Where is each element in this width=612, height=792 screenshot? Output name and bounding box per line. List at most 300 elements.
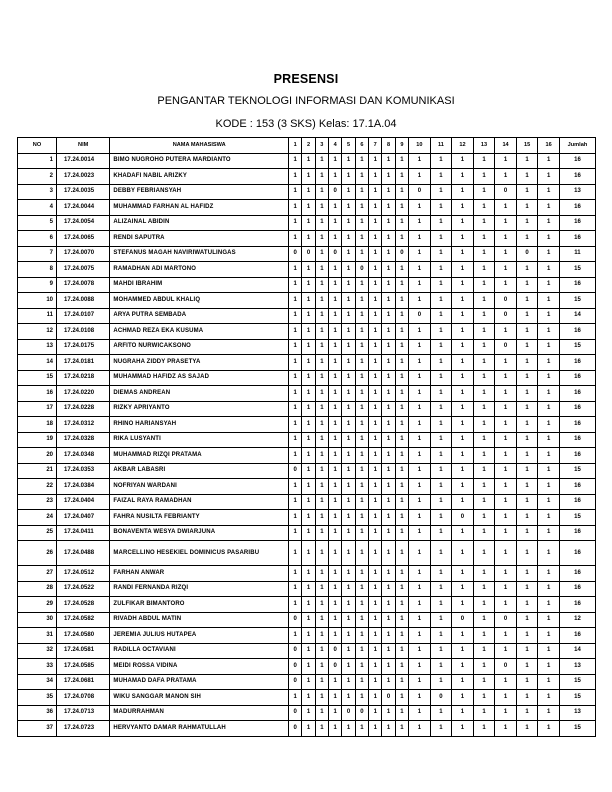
attendance-cell: 1 (315, 690, 328, 706)
table-row (18, 705, 596, 721)
attendance-cell: 1 (289, 566, 302, 582)
attendance-cell: 1 (516, 463, 538, 479)
attendance-cell: 1 (452, 169, 474, 185)
header-session: 13 (473, 138, 495, 154)
attendance-cell: 1 (342, 200, 355, 216)
attendance-cell: 1 (302, 597, 315, 613)
attendance-cell: 1 (329, 355, 342, 371)
row-number: 1 (18, 153, 57, 169)
attendance-cell: 1 (329, 231, 342, 247)
attendance-cell: 1 (369, 215, 382, 231)
attendance-cell: 1 (302, 541, 315, 566)
attendance-cell: 1 (302, 705, 315, 721)
table-row (18, 355, 596, 371)
row-number: 7 (18, 246, 57, 262)
attendance-cell: 1 (382, 246, 395, 262)
attendance-cell: 1 (516, 479, 538, 495)
attendance-cell: 1 (409, 690, 431, 706)
attendance-cell: 1 (329, 448, 342, 464)
row-number: 23 (18, 494, 57, 510)
attendance-total: 15 (559, 463, 595, 479)
attendance-cell: 1 (315, 262, 328, 278)
student-name: HERVYANTO DAMAR RAHMATULLAH (110, 721, 289, 737)
attendance-cell: 1 (342, 581, 355, 597)
attendance-cell: 1 (452, 215, 474, 231)
row-number: 27 (18, 566, 57, 582)
attendance-cell: 1 (289, 386, 302, 402)
attendance-cell: 1 (355, 674, 368, 690)
attendance-cell: 1 (495, 690, 517, 706)
student-nim: 17.24.0228 (57, 401, 110, 417)
attendance-cell: 1 (369, 566, 382, 582)
header-session: 14 (495, 138, 517, 154)
table-row (18, 215, 596, 231)
table-row (18, 690, 596, 706)
student-nim: 17.24.0580 (57, 628, 110, 644)
attendance-cell: 1 (395, 541, 408, 566)
attendance-cell: 1 (329, 339, 342, 355)
attendance-cell: 1 (395, 184, 408, 200)
attendance-cell: 1 (289, 339, 302, 355)
attendance-cell: 1 (538, 628, 560, 644)
attendance-cell: 0 (329, 643, 342, 659)
attendance-cell: 1 (516, 628, 538, 644)
attendance-cell: 1 (473, 293, 495, 309)
row-number: 21 (18, 463, 57, 479)
attendance-cell: 1 (538, 479, 560, 495)
attendance-total: 14 (559, 643, 595, 659)
attendance-total: 16 (559, 581, 595, 597)
attendance-cell: 0 (329, 184, 342, 200)
attendance-cell: 0 (395, 246, 408, 262)
attendance-cell: 1 (452, 721, 474, 737)
attendance-cell: 1 (516, 581, 538, 597)
attendance-cell: 1 (355, 293, 368, 309)
row-number: 31 (18, 628, 57, 644)
attendance-cell: 1 (395, 153, 408, 169)
attendance-cell: 1 (430, 432, 452, 448)
student-name: FAIZAL RAYA RAMADHAN (110, 494, 289, 510)
attendance-cell: 1 (315, 525, 328, 541)
attendance-cell: 1 (495, 370, 517, 386)
table-row (18, 169, 596, 185)
attendance-cell: 1 (369, 510, 382, 526)
attendance-cell: 1 (329, 277, 342, 293)
attendance-cell: 1 (382, 417, 395, 433)
attendance-cell: 1 (473, 541, 495, 566)
attendance-total: 16 (559, 494, 595, 510)
attendance-cell: 1 (473, 494, 495, 510)
attendance-cell: 1 (495, 566, 517, 582)
attendance-cell: 1 (516, 705, 538, 721)
attendance-cell: 1 (430, 293, 452, 309)
attendance-cell: 1 (473, 463, 495, 479)
attendance-cell: 1 (382, 153, 395, 169)
attendance-cell: 1 (409, 705, 431, 721)
table-row (18, 721, 596, 737)
attendance-total: 16 (559, 215, 595, 231)
attendance-cell: 1 (409, 246, 431, 262)
attendance-cell: 1 (329, 153, 342, 169)
student-name: RIZKY APRIYANTO (110, 401, 289, 417)
attendance-cell: 1 (409, 386, 431, 402)
table-row (18, 448, 596, 464)
attendance-total: 13 (559, 705, 595, 721)
attendance-cell: 0 (355, 262, 368, 278)
attendance-cell: 1 (355, 308, 368, 324)
attendance-cell: 1 (382, 597, 395, 613)
attendance-cell: 1 (473, 612, 495, 628)
attendance-cell: 1 (355, 401, 368, 417)
attendance-total: 16 (559, 566, 595, 582)
attendance-cell: 1 (315, 293, 328, 309)
attendance-cell: 1 (382, 448, 395, 464)
attendance-cell: 1 (430, 721, 452, 737)
table-row (18, 510, 596, 526)
attendance-cell: 1 (315, 184, 328, 200)
attendance-cell: 1 (315, 659, 328, 675)
student-name: MARCELLINO HESEKIEL DOMINICUS PASARIBU (110, 541, 289, 566)
row-number: 8 (18, 262, 57, 278)
attendance-cell: 1 (473, 525, 495, 541)
row-number: 19 (18, 432, 57, 448)
header-session: 4 (329, 138, 342, 154)
attendance-cell: 1 (495, 674, 517, 690)
attendance-cell: 1 (302, 231, 315, 247)
attendance-cell: 1 (369, 494, 382, 510)
attendance-cell: 1 (355, 581, 368, 597)
attendance-cell: 1 (329, 510, 342, 526)
attendance-cell: 1 (409, 200, 431, 216)
student-nim: 17.24.0681 (57, 674, 110, 690)
attendance-cell: 1 (382, 324, 395, 340)
attendance-cell: 1 (409, 463, 431, 479)
student-name: BONAVENTA WESYA DWIARJUNA (110, 525, 289, 541)
attendance-cell: 1 (289, 262, 302, 278)
attendance-cell: 1 (369, 628, 382, 644)
row-number: 36 (18, 705, 57, 721)
attendance-cell: 1 (315, 355, 328, 371)
attendance-cell: 1 (473, 479, 495, 495)
attendance-cell: 1 (538, 510, 560, 526)
student-nim: 17.24.0218 (57, 370, 110, 386)
attendance-cell: 1 (382, 581, 395, 597)
attendance-cell: 1 (538, 597, 560, 613)
attendance-cell: 1 (342, 169, 355, 185)
attendance-total: 13 (559, 184, 595, 200)
student-nim: 17.24.0582 (57, 612, 110, 628)
student-name: KHADAFI NABIL ARIZKY (110, 169, 289, 185)
attendance-cell: 1 (342, 153, 355, 169)
table-row (18, 324, 596, 340)
attendance-cell: 1 (473, 643, 495, 659)
attendance-cell: 1 (409, 370, 431, 386)
attendance-cell: 1 (430, 339, 452, 355)
attendance-cell: 1 (342, 463, 355, 479)
student-name: RADILLA OCTAVIANI (110, 643, 289, 659)
attendance-cell: 0 (516, 246, 538, 262)
attendance-cell: 1 (302, 612, 315, 628)
header-session: 15 (516, 138, 538, 154)
attendance-cell: 1 (302, 153, 315, 169)
student-nim: 17.24.0181 (57, 355, 110, 371)
attendance-cell: 1 (452, 541, 474, 566)
attendance-cell: 0 (452, 510, 474, 526)
attendance-cell: 1 (355, 628, 368, 644)
attendance-cell: 0 (495, 184, 517, 200)
attendance-total: 16 (559, 200, 595, 216)
attendance-cell: 1 (538, 324, 560, 340)
attendance-cell: 1 (473, 355, 495, 371)
row-number: 28 (18, 581, 57, 597)
student-nim: 17.24.0220 (57, 386, 110, 402)
attendance-cell: 1 (395, 643, 408, 659)
attendance-cell: 0 (329, 246, 342, 262)
attendance-cell: 1 (302, 293, 315, 309)
row-number: 24 (18, 510, 57, 526)
attendance-cell: 1 (452, 324, 474, 340)
attendance-cell: 1 (329, 690, 342, 706)
attendance-cell: 1 (369, 370, 382, 386)
attendance-cell: 1 (302, 566, 315, 582)
attendance-cell: 1 (289, 324, 302, 340)
attendance-cell: 1 (516, 184, 538, 200)
attendance-cell: 1 (452, 463, 474, 479)
student-name: STEFANUS MAGAH NAVIRIWATULINGAS (110, 246, 289, 262)
attendance-cell: 1 (382, 386, 395, 402)
attendance-cell: 0 (289, 721, 302, 737)
attendance-cell: 1 (516, 525, 538, 541)
attendance-cell: 1 (302, 510, 315, 526)
attendance-cell: 1 (395, 721, 408, 737)
attendance-cell: 1 (538, 643, 560, 659)
attendance-cell: 1 (516, 262, 538, 278)
attendance-cell: 1 (538, 417, 560, 433)
attendance-cell: 1 (302, 386, 315, 402)
attendance-cell: 0 (430, 690, 452, 706)
student-nim: 17.24.0070 (57, 246, 110, 262)
attendance-total: 16 (559, 386, 595, 402)
table-row (18, 262, 596, 278)
attendance-cell: 1 (289, 581, 302, 597)
attendance-cell: 1 (395, 432, 408, 448)
table-row (18, 674, 596, 690)
attendance-cell: 1 (382, 262, 395, 278)
attendance-cell: 1 (342, 246, 355, 262)
attendance-cell: 1 (452, 432, 474, 448)
attendance-cell: 1 (473, 659, 495, 675)
attendance-cell: 1 (409, 448, 431, 464)
attendance-cell: 1 (382, 277, 395, 293)
attendance-cell: 1 (302, 339, 315, 355)
attendance-cell: 1 (452, 479, 474, 495)
attendance-cell: 1 (473, 246, 495, 262)
attendance-cell: 1 (355, 246, 368, 262)
attendance-cell: 1 (409, 355, 431, 371)
attendance-cell: 1 (355, 277, 368, 293)
attendance-cell: 1 (382, 612, 395, 628)
attendance-cell: 1 (369, 246, 382, 262)
attendance-cell: 1 (538, 200, 560, 216)
attendance-cell: 1 (395, 308, 408, 324)
attendance-cell: 1 (409, 324, 431, 340)
attendance-cell: 1 (430, 308, 452, 324)
student-name: ARYA PUTRA SEMBADA (110, 308, 289, 324)
attendance-cell: 1 (538, 277, 560, 293)
attendance-cell: 1 (302, 494, 315, 510)
student-nim: 17.24.0411 (57, 525, 110, 541)
attendance-cell: 1 (329, 293, 342, 309)
header-nim: NIM (57, 138, 110, 154)
attendance-cell: 1 (409, 293, 431, 309)
attendance-cell: 1 (516, 448, 538, 464)
attendance-cell: 1 (473, 215, 495, 231)
attendance-cell: 1 (516, 153, 538, 169)
attendance-cell: 1 (289, 510, 302, 526)
attendance-cell: 0 (342, 705, 355, 721)
student-name: JEREMIA JULIUS HUTAPEA (110, 628, 289, 644)
attendance-cell: 1 (538, 370, 560, 386)
attendance-cell: 1 (452, 355, 474, 371)
attendance-cell: 1 (302, 184, 315, 200)
student-name: ARFITO NURWICAKSONO (110, 339, 289, 355)
attendance-cell: 1 (409, 566, 431, 582)
attendance-cell: 1 (382, 510, 395, 526)
student-name: MADURRAHMAN (110, 705, 289, 721)
student-name: RIKA LUSYANTI (110, 432, 289, 448)
attendance-cell: 1 (382, 479, 395, 495)
attendance-cell: 0 (495, 339, 517, 355)
attendance-cell: 1 (538, 401, 560, 417)
attendance-cell: 1 (409, 510, 431, 526)
attendance-cell: 1 (315, 463, 328, 479)
attendance-cell: 1 (289, 541, 302, 566)
attendance-cell: 1 (516, 386, 538, 402)
attendance-cell: 1 (315, 566, 328, 582)
attendance-cell: 1 (369, 597, 382, 613)
attendance-cell: 1 (302, 721, 315, 737)
attendance-total: 16 (559, 169, 595, 185)
attendance-cell: 1 (495, 510, 517, 526)
attendance-cell: 1 (289, 355, 302, 371)
attendance-cell: 1 (409, 262, 431, 278)
attendance-cell: 1 (473, 153, 495, 169)
row-number: 13 (18, 339, 57, 355)
attendance-cell: 1 (315, 401, 328, 417)
attendance-cell: 1 (430, 541, 452, 566)
attendance-cell: 1 (409, 612, 431, 628)
attendance-cell: 1 (395, 417, 408, 433)
attendance-cell: 1 (369, 386, 382, 402)
table-row (18, 597, 596, 613)
table-row (18, 246, 596, 262)
attendance-cell: 1 (355, 215, 368, 231)
attendance-cell: 1 (409, 525, 431, 541)
attendance-cell: 1 (289, 690, 302, 706)
attendance-cell: 1 (382, 659, 395, 675)
attendance-cell: 1 (473, 510, 495, 526)
row-number: 22 (18, 479, 57, 495)
attendance-cell: 1 (409, 597, 431, 613)
student-name: BIMO NUGROHO PUTERA MARDIANTO (110, 153, 289, 169)
attendance-total: 16 (559, 448, 595, 464)
attendance-cell: 1 (315, 541, 328, 566)
attendance-cell: 1 (516, 612, 538, 628)
course-code-line: KODE : 153 (3 SKS) Kelas: 17.1A.04 (215, 118, 397, 130)
attendance-cell: 1 (516, 169, 538, 185)
attendance-cell: 1 (329, 308, 342, 324)
row-number: 29 (18, 597, 57, 613)
attendance-cell: 1 (289, 169, 302, 185)
attendance-cell: 1 (315, 581, 328, 597)
attendance-cell: 1 (382, 401, 395, 417)
row-number: 37 (18, 721, 57, 737)
attendance-cell: 1 (452, 401, 474, 417)
attendance-cell: 1 (369, 463, 382, 479)
header-session: 2 (302, 138, 315, 154)
attendance-cell: 1 (329, 370, 342, 386)
attendance-cell: 1 (430, 215, 452, 231)
attendance-cell: 1 (538, 169, 560, 185)
row-number: 11 (18, 308, 57, 324)
attendance-cell: 1 (473, 200, 495, 216)
attendance-cell: 1 (409, 494, 431, 510)
attendance-cell: 1 (495, 463, 517, 479)
attendance-cell: 1 (315, 597, 328, 613)
attendance-cell: 1 (342, 494, 355, 510)
student-name: RHINO HARIANSYAH (110, 417, 289, 433)
attendance-cell: 1 (430, 262, 452, 278)
attendance-cell: 0 (452, 612, 474, 628)
attendance-cell: 1 (315, 308, 328, 324)
attendance-cell: 1 (382, 293, 395, 309)
student-nim: 17.24.0708 (57, 690, 110, 706)
student-nim: 17.24.0023 (57, 169, 110, 185)
attendance-cell: 0 (289, 643, 302, 659)
student-nim: 17.24.0107 (57, 308, 110, 324)
attendance-cell: 1 (329, 324, 342, 340)
attendance-cell: 1 (395, 200, 408, 216)
attendance-cell: 1 (395, 628, 408, 644)
attendance-cell: 1 (473, 417, 495, 433)
attendance-cell: 1 (302, 448, 315, 464)
attendance-cell: 1 (473, 277, 495, 293)
row-number: 32 (18, 643, 57, 659)
attendance-total: 16 (559, 525, 595, 541)
attendance-cell: 1 (329, 597, 342, 613)
table-row (18, 153, 596, 169)
student-nim: 17.24.0512 (57, 566, 110, 582)
attendance-cell: 0 (289, 463, 302, 479)
attendance-cell: 1 (302, 479, 315, 495)
attendance-cell: 0 (355, 705, 368, 721)
attendance-cell: 1 (409, 401, 431, 417)
attendance-cell: 1 (342, 525, 355, 541)
attendance-cell: 1 (495, 597, 517, 613)
attendance-cell: 1 (329, 525, 342, 541)
student-nim: 17.24.0175 (57, 339, 110, 355)
student-nim: 17.24.0407 (57, 510, 110, 526)
attendance-cell: 1 (289, 231, 302, 247)
attendance-cell: 1 (473, 184, 495, 200)
attendance-cell: 1 (538, 246, 560, 262)
attendance-cell: 1 (289, 215, 302, 231)
attendance-cell: 1 (473, 628, 495, 644)
attendance-cell: 1 (302, 169, 315, 185)
attendance-cell: 1 (329, 479, 342, 495)
row-number: 20 (18, 448, 57, 464)
attendance-cell: 1 (355, 324, 368, 340)
